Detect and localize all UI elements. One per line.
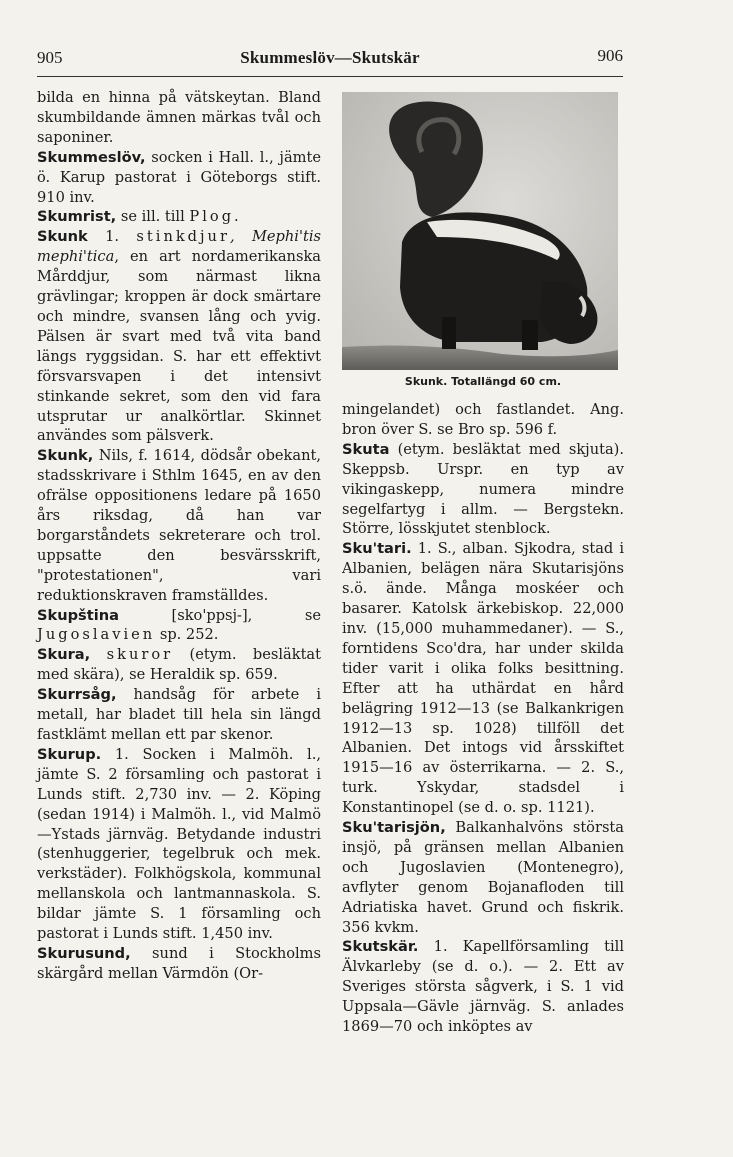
page-number-left: 905 (37, 48, 63, 67)
right-column (342, 400, 624, 1037)
entry-skurrsag: Skurrsåg, handsåg för arbete i metall, har bladet till hela sin längd fastklämt mellan ett par skenor. (37, 686, 321, 743)
skunk-illustration (342, 92, 618, 370)
entry-skurusund: Skurusund, sund i Stockholms skärgård mellan Värmdön (Or- (37, 944, 321, 982)
entry-skummeslov: Skummeslöv, socken i Hall. l., jämte ö. Karup pastorat i Göteborgs stift. 910 inv. (37, 148, 321, 206)
figure-caption: Skunk. Totallängd 60 cm. (404, 375, 562, 388)
entry-skumrist: Skumrist, se ill. till Plog. (37, 208, 239, 226)
entry-skurup: Skurup. 1. Socken i Malmöh. l., jämte S. 2 församling och pastorat i Lunds stift. 2,730 inv. — 2. Köping (sedan 1914) i Malmöh. l., vid Malmö—Ystads järnväg. Betydande industri (stenhuggerier, tegelbruk och mek. verkstäder). Folkhögskola, kommunal mellanskola och lantmannaskola. S. bildar jämte S. 1 församling och pastorat i Lunds stift. 1,450 inv. (37, 745, 321, 943)
left-column (37, 88, 321, 984)
entry-continuation: bilda en hinna på vätskeytan. Bland skumbildande ämnen märkas tvål och saponiner. (37, 89, 321, 146)
entry-skutari: Sku'tari. 1. S., alban. Sjkodra, stad i Albanien, belägen nära Skutarisjöns s.ö. ände. Många moskéer och basarer. Katolsk ärkebiskop. 22,000 inv. (15,000 muhammedaner). — S., forntidens Sco'dra, har under skilda tider varit i olika folks besittning. Efter att ha uthärdat en hård belägring 1912—13 (se Balkankrigen 1912—13 sp. 1028) tillföll det Albanien. Det intogs vid årsskiftet 1915—16 av österrikarna. — 2. S., turk. Yskydar, stadsdel i Konstantinopel (se d. o. sp. 1121). (342, 540, 624, 817)
entry-skutarisjon: Sku'tarisjön, Balkanhalvöns största insjö, på gränsen mellan Albanien och Jugoslavien (Montenegro), avflyter genom Bojanafloden till Adriatiska havet. Grund och fiskrik. 356 kvkm. (342, 819, 624, 936)
entry-skutskar: Skutskär. 1. Kapellförsamling till Älvkarleby (se d. o.). — 2. Ett av Sveriges största sågverk, i S. 1 vid Uppsala—Gävle järnväg. S. anlades 1869—70 och inköptes av (342, 938, 624, 1036)
entry-skura: Skura, skuror (etym. besläktat med skära), se Heraldik sp. 659. (37, 646, 322, 684)
page-header (37, 48, 623, 74)
skunk-photo (342, 92, 618, 370)
entry-continuation-right: mingelandet) och fastlandet. Ang. bron över S. se Bro sp. 596 f. (342, 401, 624, 438)
entry-skunk-animal: Skunk 1. stinkdjur, Mephi'tis mephi'tica, en art nordamerikanska Mårddjur, som närmast likna grävlingar; kroppen är dock smärtare och mindre, svansen lång och yvig. Pälsen är svart med två vita band längs ryggsidan. S. har ett effektivt försvarsvapen i det intensivt stinkande sekret, som den vid fara utsprutar ur analkörtlar. Skinnet användes som pälsverk. (37, 228, 321, 445)
entry-skupstina: Skupština [sko'ppsj-], se Jugoslavien sp. 252. (37, 606, 321, 644)
running-title: Skummeslöv—Skutskär (240, 48, 420, 67)
page-number-right: 906 (597, 46, 623, 65)
header-rule (37, 76, 623, 77)
entry-skunk-nils: Skunk, Nils, f. 1614, dödsår obekant, stadsskrivare i Sthlm 1645, en av den ofrälse oppositionens ledare på 1650 års riksdag, då han var borgarståndets sekreterare och trol. uppsatte den besvärsskrift, "protestationen", vari reduktionskraven framställdes. (37, 447, 321, 604)
entry-skuta: Skuta (etym. besläktat med skjuta). Skeppsb. Urspr. en typ av vikingaskepp, numera mindre segelfartyg i allm. — Bergstekn. Större, lösskjutet stenblock. (342, 440, 624, 538)
